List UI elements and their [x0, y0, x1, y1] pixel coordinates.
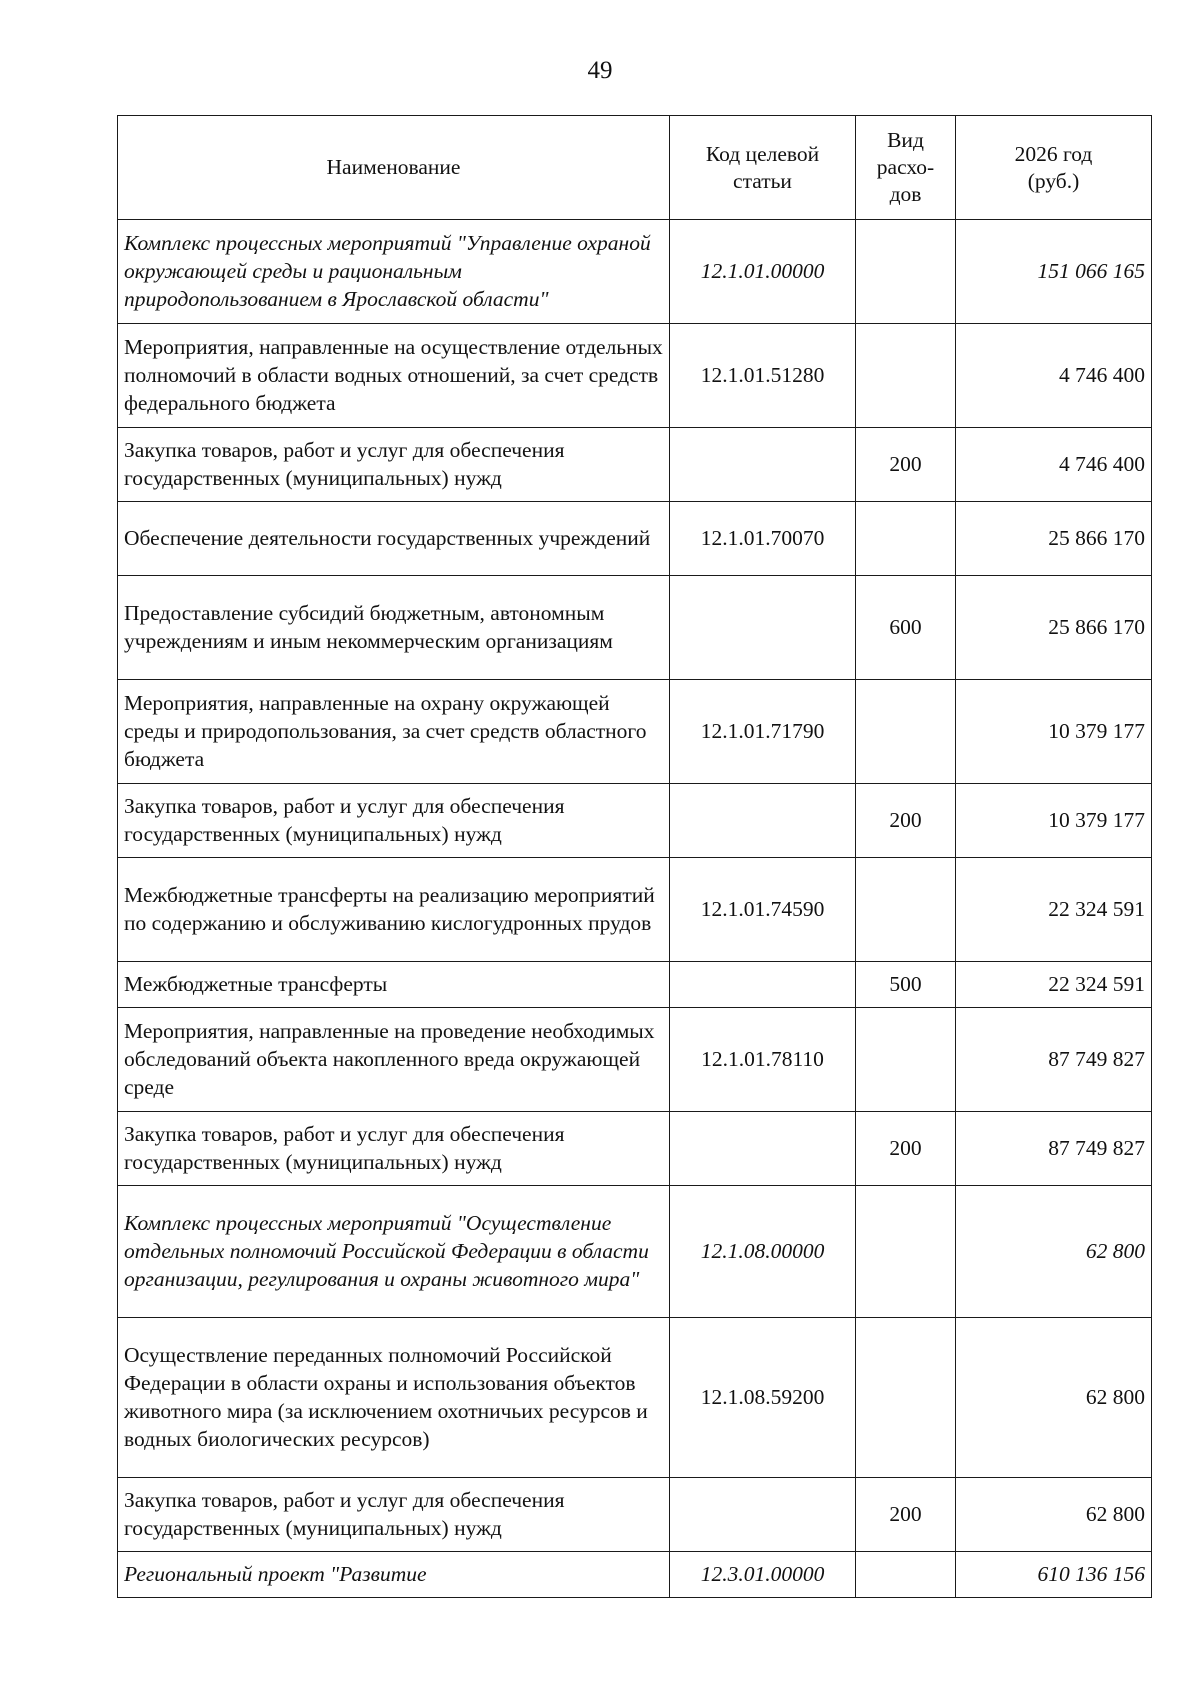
expense-kind-cell: [856, 220, 956, 324]
expense-kind-cell: 500: [856, 962, 956, 1008]
page-number: 49: [587, 57, 613, 84]
amount-cell: 62 800: [956, 1186, 1152, 1318]
name-cell: Закупка товаров, работ и услуг для обеспечения государственных (муниципальных) нужд: [118, 784, 670, 858]
table-row: [118, 324, 1152, 428]
target-code-cell: 12.1.01.78110: [670, 1008, 856, 1112]
header-target-code: Код целевой статьи: [670, 116, 856, 220]
table-row: [118, 1318, 1152, 1478]
table-row: [118, 680, 1152, 784]
amount-cell: 87 749 827: [956, 1112, 1152, 1186]
amount-cell: 610 136 156: [956, 1552, 1152, 1598]
target-code-cell: 12.1.01.00000: [670, 220, 856, 324]
expense-kind-cell: 200: [856, 784, 956, 858]
expense-kind-cell: [856, 502, 956, 576]
expense-kind-cell: [856, 1008, 956, 1112]
target-code-cell: 12.1.01.70070: [670, 502, 856, 576]
name-cell: Закупка товаров, работ и услуг для обеспечения государственных (муниципальных) нужд: [118, 428, 670, 502]
table-row: [118, 784, 1152, 858]
table-row: [118, 576, 1152, 680]
table-row: [118, 502, 1152, 576]
expense-kind-cell: [856, 1186, 956, 1318]
name-cell: Комплекс процессных мероприятий "Осуществление отдельных полномочий Российской Федерации в области организации, регулирования и охраны животного мира": [118, 1186, 670, 1318]
name-cell: Обеспечение деятельности государственных учреждений: [118, 502, 670, 576]
expense-kind-cell: 200: [856, 1112, 956, 1186]
amount-cell: 62 800: [956, 1478, 1152, 1552]
name-cell: Мероприятия, направленные на проведение необходимых обследований объекта накопленного вреда окружающей среде: [118, 1008, 670, 1112]
table-row: [118, 1112, 1152, 1186]
expense-kind-cell: [856, 324, 956, 428]
expense-kind-cell: 200: [856, 428, 956, 502]
amount-cell: 25 866 170: [956, 502, 1152, 576]
table-header-row: [118, 116, 1152, 220]
name-cell: Мероприятия, направленные на осуществление отдельных полномочий в области водных отношений, за счет средств федерального бюджета: [118, 324, 670, 428]
header-amount-2026: 2026 год (руб.): [956, 116, 1152, 220]
amount-cell: 22 324 591: [956, 962, 1152, 1008]
expense-kind-cell: [856, 1318, 956, 1478]
target-code-cell: [670, 1112, 856, 1186]
name-cell: Закупка товаров, работ и услуг для обеспечения государственных (муниципальных) нужд: [118, 1112, 670, 1186]
name-cell: Межбюджетные трансферты: [118, 962, 670, 1008]
target-code-cell: 12.3.01.00000: [670, 1552, 856, 1598]
target-code-cell: [670, 576, 856, 680]
table-row-group: [118, 1186, 1152, 1318]
table-row: [118, 1008, 1152, 1112]
target-code-cell: [670, 1478, 856, 1552]
expense-kind-cell: [856, 858, 956, 962]
name-cell: Закупка товаров, работ и услуг для обеспечения государственных (муниципальных) нужд: [118, 1478, 670, 1552]
budget-table: [117, 115, 1152, 1598]
table-row-group: [118, 220, 1152, 324]
expense-kind-cell: [856, 680, 956, 784]
header-expense-kind: Вид расхо-дов: [856, 116, 956, 220]
name-cell: Комплекс процессных мероприятий "Управление охраной окружающей среды и рациональным природопользованием в Ярославской области": [118, 220, 670, 324]
target-code-cell: 12.1.01.51280: [670, 324, 856, 428]
table-row: [118, 962, 1152, 1008]
target-code-cell: 12.1.01.74590: [670, 858, 856, 962]
expense-kind-cell: 600: [856, 576, 956, 680]
amount-cell: 62 800: [956, 1318, 1152, 1478]
amount-cell: 87 749 827: [956, 1008, 1152, 1112]
target-code-cell: [670, 962, 856, 1008]
table-row: [118, 858, 1152, 962]
name-cell: Осуществление переданных полномочий Российской Федерации в области охраны и использования объектов животного мира (за исключением охотничьих ресурсов и водных биологических ресурсов): [118, 1318, 670, 1478]
name-cell: Предоставление субсидий бюджетным, автономным учреждениям и иным некоммерческим организациям: [118, 576, 670, 680]
amount-cell: 25 866 170: [956, 576, 1152, 680]
target-code-cell: 12.1.08.00000: [670, 1186, 856, 1318]
name-cell: Межбюджетные трансферты на реализацию мероприятий по содержанию и обслуживанию кислогудронных прудов: [118, 858, 670, 962]
amount-cell: 22 324 591: [956, 858, 1152, 962]
amount-cell: 151 066 165: [956, 220, 1152, 324]
target-code-cell: 12.1.01.71790: [670, 680, 856, 784]
table-row-group: [118, 1552, 1152, 1598]
expense-kind-cell: 200: [856, 1478, 956, 1552]
expense-kind-cell: [856, 1552, 956, 1598]
amount-cell: 10 379 177: [956, 784, 1152, 858]
amount-cell: 4 746 400: [956, 428, 1152, 502]
table-row: [118, 1478, 1152, 1552]
table-body: [118, 220, 1152, 1598]
amount-cell: 4 746 400: [956, 324, 1152, 428]
target-code-cell: [670, 428, 856, 502]
header-name: Наименование: [118, 116, 670, 220]
table-row: [118, 428, 1152, 502]
name-cell: Региональный проект "Развитие: [118, 1552, 670, 1598]
target-code-cell: 12.1.08.59200: [670, 1318, 856, 1478]
amount-cell: 10 379 177: [956, 680, 1152, 784]
name-cell: Мероприятия, направленные на охрану окружающей среды и природопользования, за счет средств областного бюджета: [118, 680, 670, 784]
target-code-cell: [670, 784, 856, 858]
